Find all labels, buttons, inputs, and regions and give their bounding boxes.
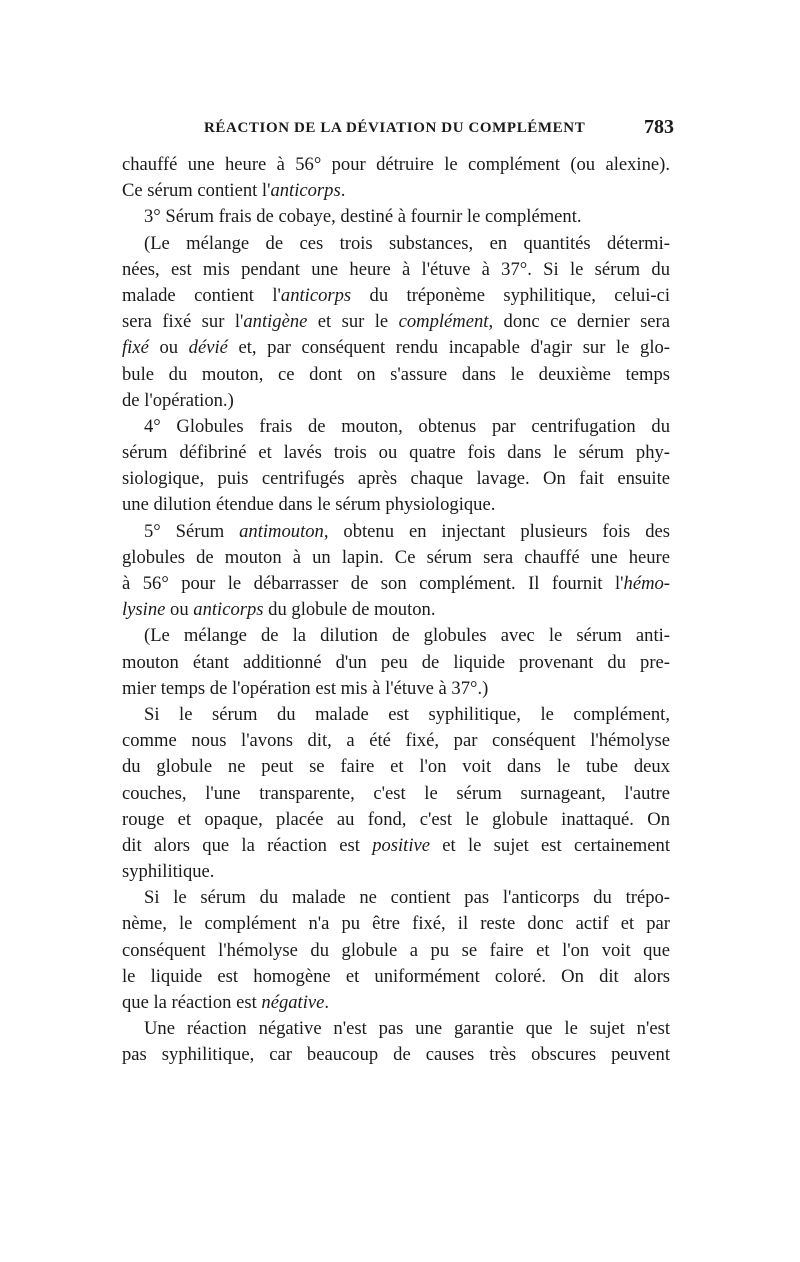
text-segment: pas syphilitique, car beaucoup de causes très obscures peuvent [122, 1044, 670, 1066]
text-segment: et le sujet est certainement [430, 834, 670, 856]
text-line [122, 754, 670, 780]
text-segment: 4° Globules frais de mouton, obtenus par centrifugation du [144, 415, 670, 437]
text-line [122, 492, 670, 518]
text-line [122, 833, 670, 859]
text-segment: et, par conséquent rendu incapable d'agir sur le glo- [227, 337, 671, 359]
text-line [122, 362, 670, 388]
text-line [122, 728, 670, 754]
text-line [122, 650, 670, 676]
text-segment: (Le mélange de ces trois substances, en quantités détermi- [144, 232, 670, 254]
text-segment: ou [165, 599, 194, 621]
text-segment: bule du mouton, ce dont on s'assure dans le deuxième temps [122, 363, 670, 385]
italic-term: dévié [188, 337, 228, 359]
italic-term: hémo- [623, 573, 670, 594]
text-line [122, 388, 670, 414]
text-line [122, 178, 670, 204]
text-segment: et sur le [307, 311, 399, 333]
text-line [122, 676, 670, 702]
text-segment: ou [148, 337, 189, 359]
italic-term: antimouton [239, 520, 324, 542]
text-segment: . [340, 180, 346, 202]
text-line [122, 1016, 670, 1042]
text-segment: du globule de mouton. [263, 599, 436, 621]
text-segment: nème, le complément n'a pu être fixé, il reste donc actif et par [122, 913, 670, 935]
text-line [122, 204, 670, 230]
text-segment: une dilution étendue dans le sérum physiologique. [122, 494, 496, 516]
italic-term: lysine [122, 599, 166, 621]
text-segment: nées, est mis pendant une heure à l'étuve à 37°. Si le sérum du [122, 258, 670, 280]
page-number: 783 [644, 116, 674, 138]
text-segment: que la réaction est [122, 992, 262, 1013]
text-line [122, 859, 670, 885]
text-line [122, 807, 670, 833]
text-line [122, 231, 670, 257]
text-segment: mouton étant additionné d'un peu de liquide provenant du pre- [122, 651, 670, 673]
text-segment: (Le mélange de la dilution de globules avec le sérum anti- [144, 625, 670, 647]
text-segment: malade contient l' [122, 284, 281, 306]
italic-term: anticorps [270, 180, 341, 202]
text-segment: syphilitique. [122, 861, 215, 883]
text-segment: mier temps de l'opération est mis à l'étuve à 37°.) [122, 677, 489, 699]
text-line [122, 1042, 670, 1068]
text-line [122, 257, 670, 283]
italic-term: anticorps [193, 599, 264, 621]
running-head [122, 116, 678, 144]
text-line [122, 283, 670, 309]
text-line [122, 152, 670, 178]
text-segment: , donc ce dernier sera [488, 311, 671, 333]
text-line [122, 571, 670, 597]
italic-term: fixé [122, 337, 149, 359]
italic-term: positive [372, 834, 431, 856]
text-line [122, 781, 670, 807]
italic-term: complément [398, 311, 489, 333]
text-line [122, 938, 670, 964]
body-text [122, 152, 670, 1069]
text-line [122, 414, 670, 440]
running-title: RÉACTION DE LA DÉVIATION DU COMPLÉMENT [204, 120, 586, 136]
text-segment: rouge et opaque, placée au fond, c'est le globule inattaqué. On [122, 808, 670, 830]
text-segment: conséquent l'hémolyse du globule a pu se faire et l'on voit que [122, 939, 670, 961]
text-line [122, 885, 670, 911]
text-segment: Ce sérum contient l' [122, 180, 271, 202]
text-segment: de l'opération.) [122, 389, 234, 411]
text-segment: à 56° pour le débarrasser de son complément. Il fournit l' [122, 573, 624, 594]
text-segment: Une réaction négative n'est pas une garantie que le sujet n'est [144, 1018, 670, 1040]
text-line [122, 335, 670, 361]
text-line [122, 466, 670, 492]
text-segment: du globule ne peut se faire et l'on voit dans le tube deux [122, 756, 670, 778]
text-segment: 5° Sérum [144, 520, 240, 542]
text-segment: sérum défibriné et lavés trois ou quatre fois dans le sérum phy- [122, 442, 670, 464]
text-segment: dit alors que la réaction est [122, 834, 373, 856]
text-segment: , obtenu en injectant plusieurs fois des [323, 520, 670, 542]
text-line [122, 440, 670, 466]
text-line [122, 309, 670, 335]
italic-term: négative [261, 992, 325, 1013]
text-line [122, 702, 670, 728]
text-segment: couches, l'une transparente, c'est le sérum surnageant, l'autre [122, 782, 670, 804]
text-segment: sera fixé sur l' [122, 311, 244, 333]
text-segment: globules de mouton à un lapin. Ce sérum sera chauffé une heure [122, 546, 670, 568]
text-line [122, 990, 670, 1016]
text-line [122, 597, 670, 623]
italic-term: antigène [243, 311, 308, 333]
text-segment: comme nous l'avons dit, a été fixé, par conséquent l'hémolyse [122, 730, 670, 752]
text-line [122, 545, 670, 571]
text-segment: du tréponème syphilitique, celui-ci [351, 284, 670, 306]
text-segment: chauffé une heure à 56° pour détruire le complément (ou alexine). [122, 154, 670, 175]
text-segment: . [324, 992, 330, 1013]
text-line [122, 911, 670, 937]
text-segment: siologique, puis centrifugés après chaque lavage. On fait ensuite [122, 468, 670, 490]
text-line [122, 964, 670, 990]
italic-term: anticorps [280, 284, 352, 306]
text-segment: Si le sérum du malade est syphilitique, le complément, [144, 703, 670, 725]
text-segment: Si le sérum du malade ne contient pas l'anticorps du trépo- [144, 887, 670, 909]
text-line [122, 519, 670, 545]
text-segment: 3° Sérum frais de cobaye, destiné à fournir le complément. [144, 206, 582, 228]
text-line [122, 623, 670, 649]
text-segment: le liquide est homogène et uniformément coloré. On dit alors [122, 965, 670, 987]
